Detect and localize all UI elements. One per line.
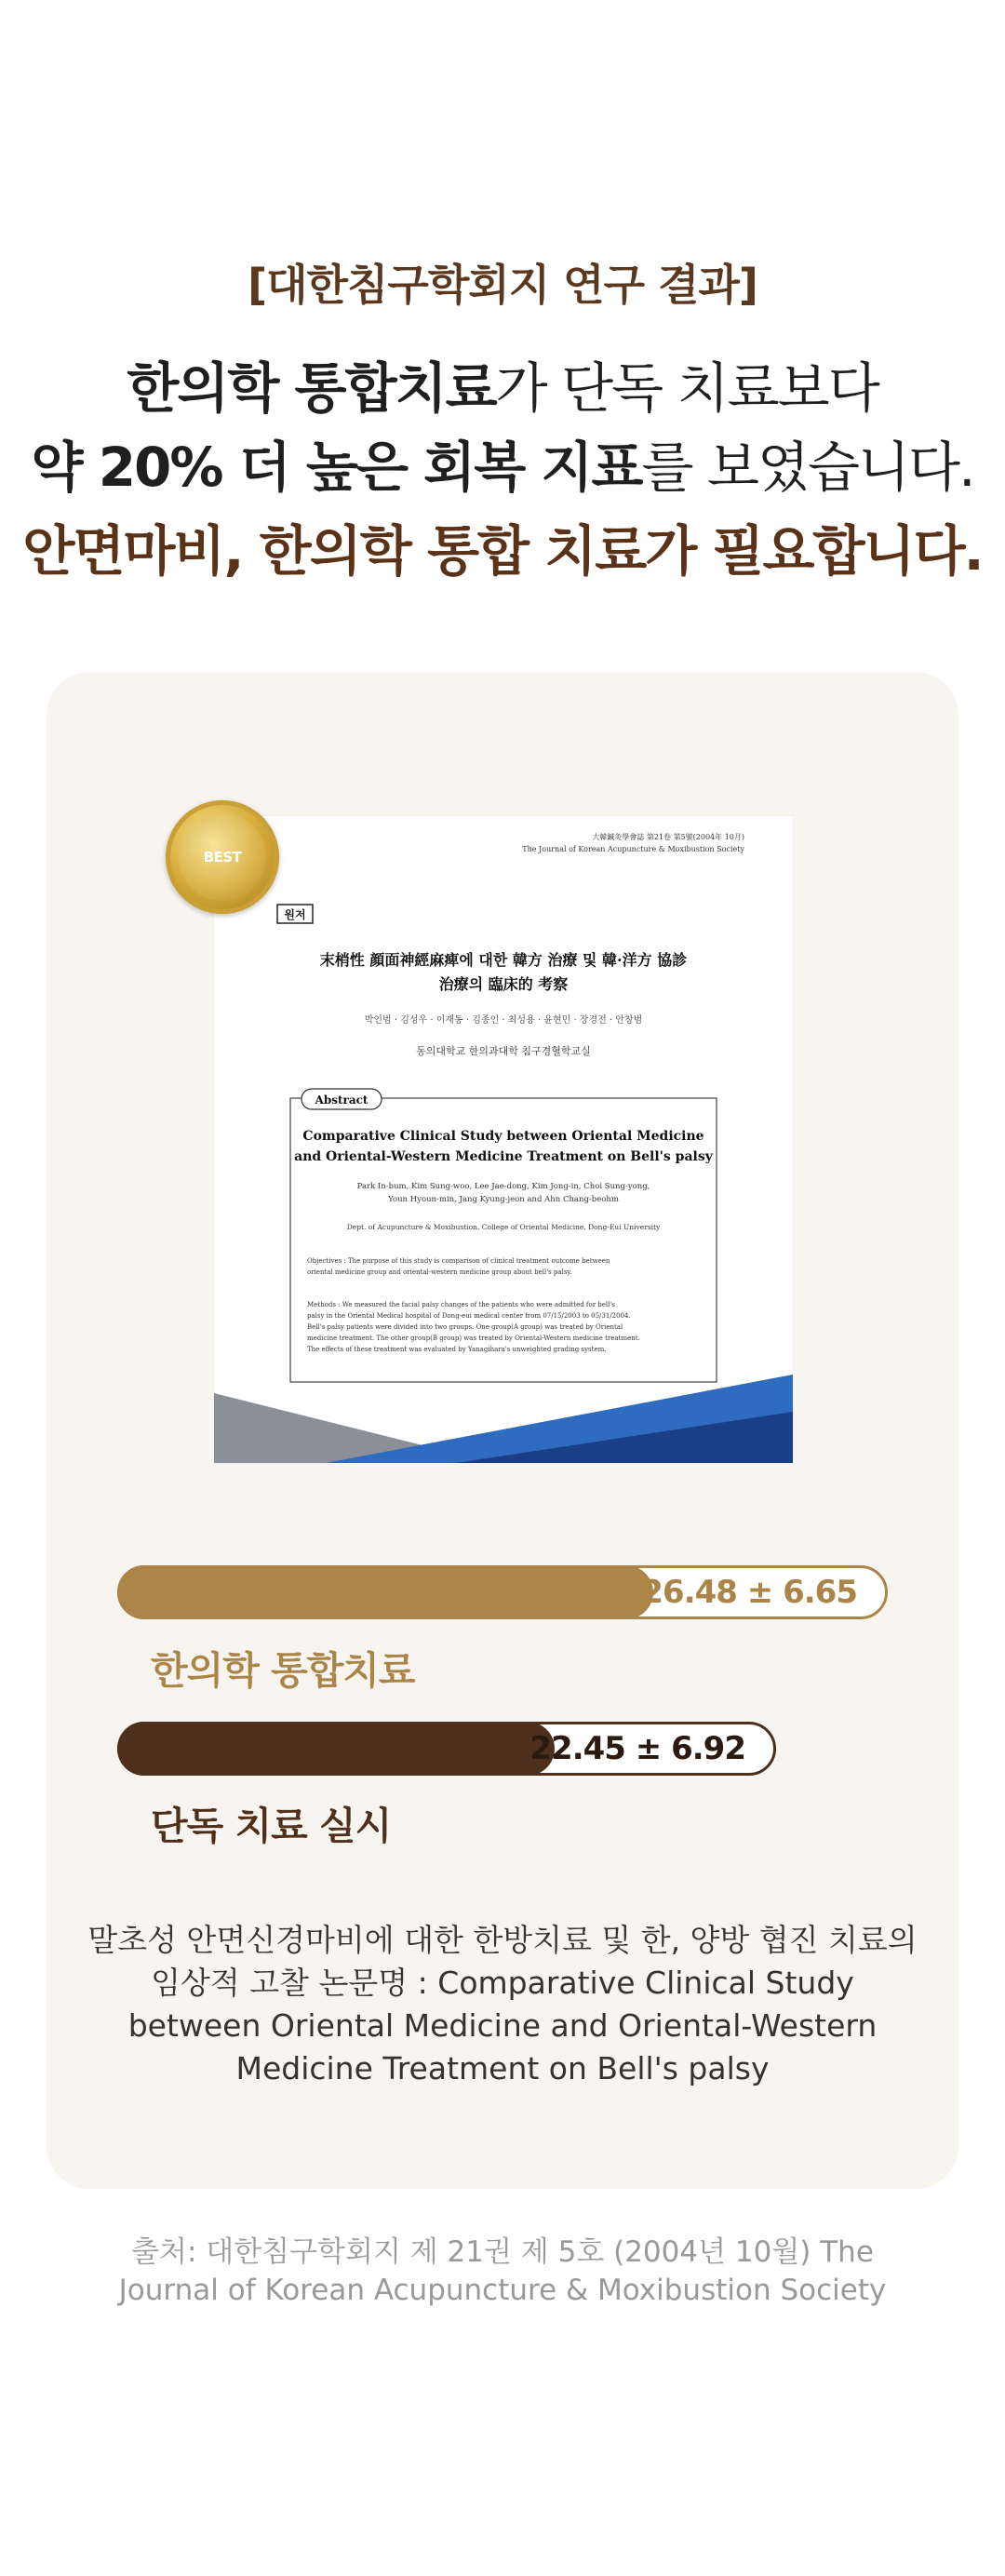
paper-methods-4: medicine treatment. The other group(B group) was treated by Oriental-Western medicine treatment. [307, 1335, 640, 1342]
bar-single-treatment-label: 단독 치료 실시 [151, 1804, 392, 1848]
paper-title-cn-2: 治療의 臨床的 考察 [438, 975, 569, 993]
paper-methods-5: The effects of these treatment was evaluated by Yanagihara's unweighted grading system. [307, 1346, 607, 1353]
source-citation [84, 2234, 921, 2310]
paper-methods-3: Bell's palsy patients were divided into two groups. One group(A group) was treated by Oriental [307, 1323, 623, 1331]
bar-single-treatment-fill [117, 1722, 555, 1776]
paper-caption-line-2: 임상적 고찰 논문명 : Comparative Clinical Study [151, 1965, 854, 2001]
best-badge-label: BEST [179, 813, 266, 901]
headline-line-2-bold: 약 20% 더 높은 회복 지표 [31, 436, 642, 499]
section-eyebrow: [대한침구학회지 연구 결과] [248, 260, 757, 310]
headline-line-2 [0, 423, 1005, 502]
paper-affiliation-kr: 동의대학교 한의과대학 침구경혈학교실 [416, 1045, 591, 1057]
paper-dept-en: Dept. of Acupuncture & Moxibustion, College of Oriental Medicine, Dong-Eui University [346, 1223, 661, 1231]
paper-caption [74, 1919, 931, 2090]
bar-integrated-treatment-label: 한의학 통합치료 [151, 1648, 415, 1693]
bar-integrated-treatment-value: 26.48 ± 6.65 [641, 1574, 857, 1611]
study-card [47, 672, 958, 2189]
best-badge-icon [166, 800, 279, 914]
paper-authors-kr: 박인범 · 김성우 · 이재동 · 김종인 · 최성용 · 윤현민 · 장경전 · 안창범 [364, 1015, 643, 1026]
headline-line-1-bold: 한의학 통합치료 [127, 356, 496, 420]
bar-integrated-treatment-fill [117, 1565, 653, 1619]
paper-title-cn-1: 末梢性 顔面神經麻痺에 대한 韓方 治療 및 韓·洋方 協診 [319, 951, 688, 969]
headline-line-1 [0, 344, 1005, 423]
paper-methods-2: palsy in the Oriental Medical hospital of Dong-eui medical center from 07/15/2003 to 05/31/2004. [307, 1312, 631, 1320]
bar-integrated-treatment [117, 1565, 888, 1619]
paper-title-en-2: and Oriental-Western Medicine Treatment on Bell's palsy [294, 1149, 713, 1164]
paper-caption-line-3: between Oriental Medicine and Oriental-Western [127, 2007, 878, 2044]
headline-line-3: 안면마비, 한의학 통합 치료가 필요합니다. [22, 519, 983, 583]
paper-caption-line-1: 말초성 안면신경마비에 대한 한방치료 및 한, 양방 협진 치료의 [87, 1922, 918, 1958]
paper-authors-en-1: Park In-bum, Kim Sung-woo, Lee Jae-dong, Kim Jong-in, Choi Sung-yong, [356, 1182, 650, 1191]
bar-single-treatment [117, 1722, 776, 1776]
headline-line-1-rest: 가 단독 치료보다 [495, 356, 878, 420]
paper-caption-line-4: Medicine Treatment on Bell's palsy [235, 2050, 770, 2086]
paper-journal-line-2: The Journal of Korean Acupuncture & Moxibustion Society [522, 845, 744, 853]
paper-section-tag: 원저 [284, 908, 306, 921]
headline-line-2-rest: 를 보였습니다. [641, 436, 974, 499]
paper-authors-en-2: Youn Hyoun-min, Jang Kyung-jeon and Ahn Chang-beohm [388, 1195, 619, 1204]
paper-abstract-tag: Abstract [315, 1093, 368, 1107]
paper-thumbnail [214, 816, 793, 1463]
paper-methods-1: Methods : We measured the facial palsy changes of the patients who were admitted for bell's [307, 1301, 615, 1308]
source-citation-line-1: 출처: 대한침구학회지 제 21권 제 5호 (2004년 10월) The [131, 2235, 874, 2269]
paper-journal-line-1: 大韓鍼灸學會誌 第21卷 第5號(2004年 10月) [592, 833, 744, 841]
bar-single-treatment-value: 22.45 ± 6.92 [529, 1730, 745, 1767]
source-citation-line-2: Journal of Korean Acupuncture & Moxibustion Society [118, 2274, 887, 2307]
paper-objectives-2: oriental medicine group and oriental-western medicine group about bell's palsy. [307, 1268, 572, 1276]
paper-title-en-1: Comparative Clinical Study between Oriental Medicine [302, 1129, 704, 1144]
paper-objectives-1: Objectives : The purpose of this study is comparison of clinical treatment outcome between [307, 1257, 610, 1265]
